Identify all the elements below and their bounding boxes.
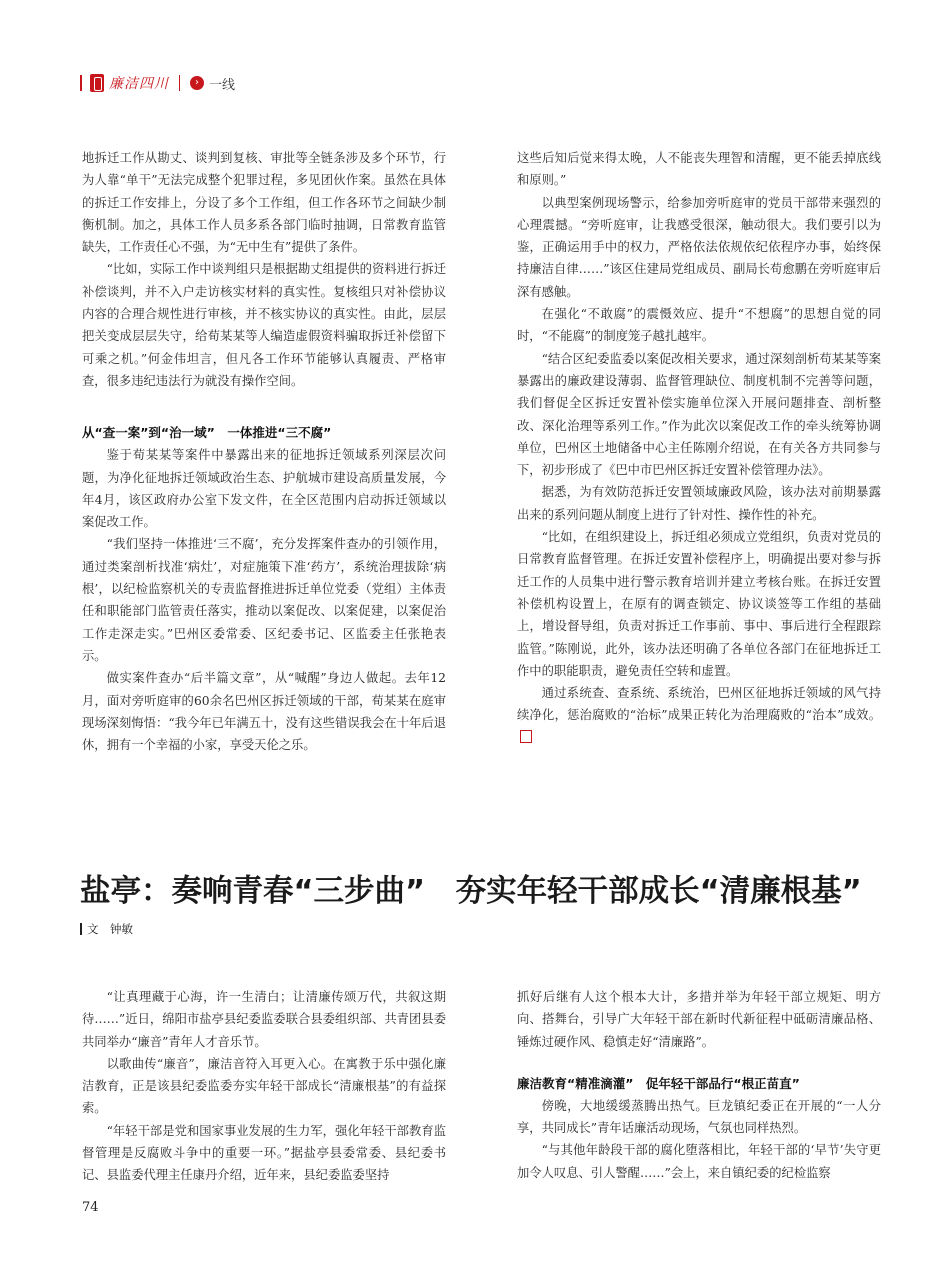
paragraph: 地拆迁工作从勘丈、谈判到复核、审批等全链条涉及多个环节，行为人靠“单干”无法完成整个犯罪过程，多见团伙作案。虽然在具体的拆迁工作安排上，分设了多个工作组，但工作各环节之间缺少制衡机制。加之，具体工作人员多系各部门临时抽调，日常教育监管缺失，工作责任心不强，为“无中生有”提供了条件。 [82,151,446,255]
header-left-bar [80,75,82,91]
paragraph: “结合区纪委监委以案促改相关要求，通过深刻剖析苟某某等案暴露出的廉政建设薄弱、监督管理缺位、制度机制不完善等问题，我们督促全区拆迁安置补偿实施单位深入开展问题排查、剖析整改、深化治理等系列工作。”作为此次以案促改工作的牵头统筹协调单位，巴州区土地储备中心主任陈刚介绍说，在有关各方共同参与下，初步形成了《巴中市巴州区拆迁安置补偿管理办法》。 [517,351,881,478]
paragraph-text: 通过系统查、查系统、系统治，巴州区征地拆迁领域的风气持续净化，惩治腐败的“治标”成果正转化为治理腐败的“治本”成效。 [517,686,881,723]
byline [80,921,133,937]
magazine-logo [90,73,169,93]
header-separator [179,75,180,91]
chevron-right-icon: › [190,76,204,90]
paragraph: 以歌曲传“廉音”，廉洁音符入耳更入心。在寓教于乐中强化廉洁教育，正是该县纪委监委夯实年轻干部成长“清廉根基”的有益探索。 [82,1056,446,1116]
paragraph: 做实案件查办“后半篇文章”，从“喊醒”身边人做起。去年12月，面对旁听庭审的60余名巴州区拆迁领域的干部，荀某某在庭审现场深刻悔悟：“我今年已年满五十，没有这些错误我会在十年后退休，拥有一个幸福的小家，享受天伦之乐。 [82,671,446,753]
paragraph [517,682,881,749]
section-heading: 廉洁教育“精准滴灌” 促年轻干部品行“根正苗直” [517,1075,800,1091]
byline-text: 文 钟敏 [87,922,133,936]
byline-bar [80,923,82,935]
paragraph: 这些后知后觉来得太晚，人不能丧失理智和清醒，更不能丢掉底线和原则。” [517,151,881,188]
top-left-column [82,147,446,756]
paragraph: 抓好后继有人这个根本大计，多措并举为年轻干部立规矩、明方向、搭舞台，引导广大年轻干部在新时代新征程中砥砺清廉品格、锤炼过硬作风、稳慎走好“清廉路”。 [517,990,881,1049]
logo-text: 廉洁四川 [109,76,169,92]
paragraph: 鉴于荀某某等案件中暴露出来的征地拆迁领域系列深层次问题，为净化征地拆迁领域政治生态、护航城市建设高质量发展，今年4月，该区政府办公室下发文件，在全区范围内启动拆迁领域以案促改工作。 [82,448,446,530]
article-end-icon [520,730,532,743]
section-label: 一线 [209,77,236,93]
paragraph: 在强化“不敢腐”的震慑效应、提升“不想腐”的思想自觉的同时，“不能腐”的制度笼子越扎越牢。 [517,307,881,344]
paragraph: “与其他年龄段干部的腐化堕落相比，年轻干部的‘早节’失守更加令人叹息、引人警醒……”会上，来自镇纪委的纪检监察 [517,1143,881,1180]
paragraph: 据悉，为有效防范拆迁安置领域廉政风险，该办法对前期暴露出来的系列问题从制度上进行了针对性、操作性的补充。 [517,485,881,522]
paragraph: “我们坚持一体推进‘三不腐’，充分发挥案件查办的引领作用，通过类案剖析找准‘病灶’，对症施策下准‘药方’，系统治理拔除‘病根’，以纪检监察机关的专责监督推进拆迁单位党委（党组）主体责任和职能部门监管责任落实，推动以案促改、以案促建，以案促治工作走深走实。”巴州区委常委、区纪委书记、区监委主任张艳表示。 [82,537,446,663]
page-header [80,72,235,94]
section-heading: 从“查一案”到“治一域” 一体推进“三不腐” [82,425,332,441]
bottom-right-column [517,986,881,1184]
paragraph: 以典型案例现场警示，给参加旁听庭审的党员干部带来强烈的心理震撼。“旁听庭审，让我感受很深，触动很大。我们要引以为鉴，正确运用手中的权力，严格依法依规依纪依程序办事，始终保持廉洁自律……”该区住建局党组成员、副局长苟愈鹏在旁听庭审后深有感触。 [517,195,881,299]
paragraph: “让真理藏于心海，许一生清白；让清廉传颂万代，共叙这期待……”近日，绵阳市盐亭县纪委监委联合县委组织部、共青团县委共同举办“廉音”青年人才音乐节。 [82,990,446,1049]
article-title: 盐亭：奏响青春“三步曲” 夯实年轻干部成长“清廉根基” [80,874,862,909]
paragraph: 傍晚，大地缓缓蒸腾出热气。巨龙镇纪委正在开展的“一人分享，共同成长”青年话廉活动现场，气氛也同样热烈。 [517,1098,881,1136]
paragraph: “年轻干部是党和国家事业发展的生力军，强化年轻干部教育监督管理是反腐败斗争中的重要一环。”据盐亭县委常委、县纪委书记、县监委代理主任康丹介绍，近年来，县纪委监委坚持 [82,1123,446,1183]
paragraph: “比如，实际工作中谈判组只是根据勘丈组提供的资料进行拆迁补偿谈判，并不入户走访核实材料的真实性。复核组只对补偿协议内容的合理合规性进行审核，并不核实协议的真实性。由此，层层把关变成层层失守，给荀某某等人编造虚假资料骗取拆迁补偿留下可乘之机。”何金伟坦言，但凡各工作环节能够认真履责、严格审查，很多违纪违法行为就没有操作空间。 [82,262,446,388]
page-number: 74 [82,1200,99,1215]
bottom-left-column [82,986,446,1187]
paragraph: “比如，在组织建设上，拆迁组必须成立党组织，负责对党员的日常教育监督管理。在拆迁安置补偿程序上，明确提出要对参与拆迁工作的人员集中进行警示教育培训并建立考核台账。在拆迁安置补偿机构设置上，在原有的调查锁定、协议谈签等工作组的基础上，增设督导组，负责对拆迁工作事前、事中、事后进行全程跟踪监管。”陈刚说，此外，该办法还明确了各单位各部门在征地拆迁工作中的职能职责，避免责任空转和虚置。 [517,530,881,678]
top-right-column [517,147,881,749]
logo-icon [90,74,104,92]
